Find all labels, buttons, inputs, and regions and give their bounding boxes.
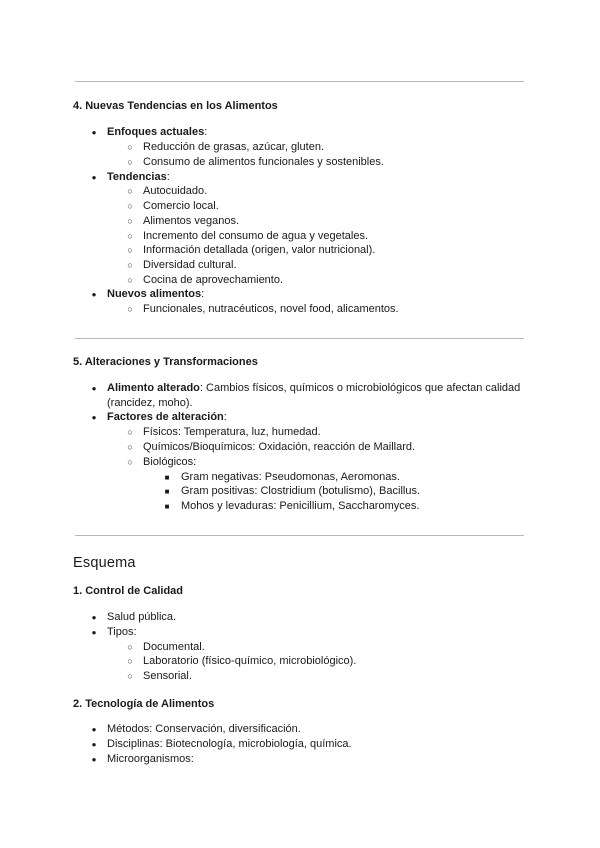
list-item-continuation: (rancidez, moho). xyxy=(107,397,193,409)
bullet-icon: ● xyxy=(91,613,97,622)
list-item: ○ Alimentos veganos. xyxy=(143,214,239,229)
item-label: Enfoques actuales xyxy=(107,126,205,138)
circle-bullet-icon: ○ xyxy=(127,231,133,241)
list-item: ○ Químicos/Bioquímicos: Oxidación, reacción de Maillard. xyxy=(143,440,415,455)
circle-bullet-icon: ○ xyxy=(127,157,133,167)
list-item: ■ Mohos y levaduras: Penicillium, Saccharomyces. xyxy=(181,499,419,514)
list-item-tendencias: ● Tendencias: xyxy=(107,170,170,185)
circle-bullet-icon: ○ xyxy=(127,427,133,437)
circle-bullet-icon: ○ xyxy=(127,186,133,196)
list-item: ○ Laboratorio (físico-químico, microbiológico). xyxy=(143,654,356,669)
esquema-section-2-heading: 2. Tecnología de Alimentos xyxy=(73,698,215,710)
item-label: Tendencias xyxy=(107,171,167,183)
list-item: ■ Gram positivas: Clostridium (botulismo), Bacillus. xyxy=(181,484,420,499)
circle-bullet-icon: ○ xyxy=(127,275,133,285)
bullet-icon: ● xyxy=(91,725,97,734)
bullet-icon: ● xyxy=(91,413,97,422)
list-item: ○ Información detallada (origen, valor nutricional). xyxy=(143,243,375,258)
list-item: ■ Gram negativas: Pseudomonas, Aeromonas. xyxy=(181,470,400,485)
section-4-heading: 4. Nuevas Tendencias en los Alimentos xyxy=(73,100,278,112)
list-item-alimento-alterado: ● Alimento alterado: Cambios físicos, químicos o microbiológicos que afectan calidad xyxy=(107,381,520,396)
list-item: ○ Incremento del consumo de agua y vegetales. xyxy=(143,229,368,244)
circle-bullet-icon: ○ xyxy=(127,642,133,652)
bullet-icon: ● xyxy=(91,384,97,393)
circle-bullet-icon: ○ xyxy=(127,142,133,152)
square-bullet-icon: ■ xyxy=(164,473,170,482)
circle-bullet-icon: ○ xyxy=(127,671,133,681)
list-item: ○ Reducción de grasas, azúcar, gluten. xyxy=(143,140,324,155)
list-item: ○ Diversidad cultural. xyxy=(143,258,237,273)
esquema-heading: Esquema xyxy=(73,555,136,571)
list-item: ○ Autocuidado. xyxy=(143,184,207,199)
list-item: ○ Funcionales, nutracéuticos, novel food, alicamentos. xyxy=(143,302,399,317)
list-item: ● Salud pública. xyxy=(107,610,176,625)
bullet-icon: ● xyxy=(91,755,97,764)
list-item: ○ Cocina de aprovechamiento. xyxy=(143,273,283,288)
list-item: ○ Consumo de alimentos funcionales y sostenibles. xyxy=(143,155,384,170)
list-item: ● Métodos: Conservación, diversificación. xyxy=(107,722,301,737)
list-item-nuevos: ● Nuevos alimentos: xyxy=(107,287,204,302)
horizontal-rule xyxy=(75,338,524,339)
item-label: Factores de alteración xyxy=(107,411,224,423)
square-bullet-icon: ■ xyxy=(164,502,170,511)
item-label: Nuevos alimentos xyxy=(107,288,202,300)
circle-bullet-icon: ○ xyxy=(127,442,133,452)
list-item-enfoques: ● Enfoques actuales: xyxy=(107,125,207,140)
list-item: ○ Físicos: Temperatura, luz, humedad. xyxy=(143,425,321,440)
circle-bullet-icon: ○ xyxy=(127,216,133,226)
bullet-icon: ● xyxy=(91,290,97,299)
list-item: ● Tipos: xyxy=(107,625,137,640)
circle-bullet-icon: ○ xyxy=(127,201,133,211)
circle-bullet-icon: ○ xyxy=(127,457,133,467)
horizontal-rule xyxy=(75,81,524,82)
list-item: ● Disciplinas: Biotecnología, microbiología, química. xyxy=(107,737,352,752)
list-item: ○ Comercio local. xyxy=(143,199,219,214)
circle-bullet-icon: ○ xyxy=(127,656,133,666)
bullet-icon: ● xyxy=(91,628,97,637)
bullet-icon: ● xyxy=(91,173,97,182)
list-item: ○ Documental. xyxy=(143,640,205,655)
item-label: Alimento alterado xyxy=(107,382,200,394)
section-5-heading: 5. Alteraciones y Transformaciones xyxy=(73,356,258,368)
square-bullet-icon: ■ xyxy=(164,487,170,496)
circle-bullet-icon: ○ xyxy=(127,260,133,270)
bullet-icon: ● xyxy=(91,128,97,137)
circle-bullet-icon: ○ xyxy=(127,304,133,314)
list-item-factores: ● Factores de alteración: xyxy=(107,410,227,425)
bullet-icon: ● xyxy=(91,740,97,749)
horizontal-rule xyxy=(75,535,524,536)
circle-bullet-icon: ○ xyxy=(127,245,133,255)
list-item: ● Microorganismos: xyxy=(107,752,194,767)
list-item: ○ Sensorial. xyxy=(143,669,192,684)
esquema-section-1-heading: 1. Control de Calidad xyxy=(73,585,184,597)
list-item: ○ Biológicos: xyxy=(143,455,196,470)
